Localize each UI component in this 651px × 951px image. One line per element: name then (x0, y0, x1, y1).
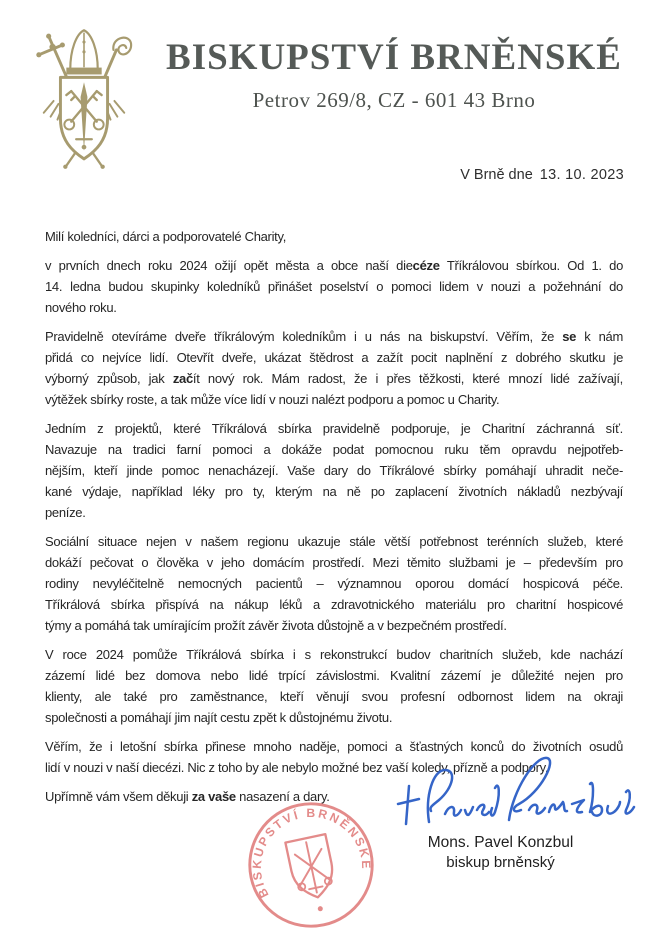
paragraph-line: V roce 2024 pomůže Tříkrálová sbírka i s rekonstrukcí budov charitních služeb, kde nachází (45, 647, 623, 662)
paragraph-line: kané výdaje, například léky pro ty, kterým na ně po zaplacení životních nákladů nezbývají (45, 484, 623, 499)
date-prefix: V Brně dne (460, 167, 533, 183)
paragraph-line: týmy a pomáhá tak umírajícím prožít závěr života důstojně a v bezpečném prostředí. (45, 618, 507, 633)
paragraph-line: peníze. (45, 505, 86, 520)
paragraph (45, 531, 623, 636)
bishopric-coat-of-arms-logo (30, 26, 138, 172)
stamp-text: BISKUPSTVÍ BRNĚNSKÉ (249, 806, 374, 901)
paragraph-line: výborný způsob, jak začít nový rok. Mám radost, že i přes těžkosti, které mnozí lidé zažívají, (45, 371, 623, 386)
letter-body (45, 226, 623, 815)
signer-block (398, 833, 603, 873)
official-round-stamp (230, 784, 391, 945)
paragraph-line: Upřímně vám všem děkuji za vaše nasazení a dary. (45, 789, 330, 804)
date-value: 13. 10. 2023 (539, 167, 624, 183)
signer-title: biskup brněnský (446, 854, 555, 871)
date-line (460, 167, 624, 183)
stamp-icon (230, 784, 391, 945)
paragraph-line: nějším, kteří jinde pomoc nenacházejí. Vaše dary do Tříkrálové sbírky pomáhají uhradit neče- (45, 463, 623, 478)
letterhead (148, 38, 640, 113)
paragraph-line: rodiny nevyléčitelně nemocných pacientů – významnou oporou domácí hospicová péče. (45, 576, 623, 591)
signer-name: Mons. Pavel Konzbul (427, 834, 574, 851)
paragraph-line: Sociální situace nejen v našem regionu ukazuje stále větší potřebnost terénních služeb, které (45, 534, 623, 549)
paragraph (45, 644, 623, 728)
handwritten-signature (393, 750, 643, 845)
paragraph-line: společnosti a pomáhají jim najít cestu zpět k důstojnému životu. (45, 710, 393, 725)
paragraph (45, 418, 623, 523)
paragraph-line: Tříkrálová sbírka přispívá na nákup léků a zdravotnického materiálu pro charitní hospicové (45, 597, 623, 612)
paragraph-line: nového roku. (45, 300, 117, 315)
signature-ink-icon (393, 750, 643, 845)
letterhead-address: Petrov 269/8, CZ - 601 43 Brno (252, 87, 536, 112)
paragraph-line: Věřím, že i letošní sbírka přinese mnoho naděje, pomoci a šťastných konců do životních osudů (45, 739, 623, 754)
paragraph-line: dokáží pečovat o člověka v jeho domácím prostředí. Mezi těmito službami je – především pro (45, 555, 623, 570)
paragraph-line: zázemí lidé bez domova nebo lidé trpící závislostmi. Kvalitní zázemí je důležité nejen pro (45, 668, 623, 683)
letterhead-title: BISKUPSTVÍ BRNĚNSKÉ (166, 37, 622, 78)
paragraph-line: Jedním z projektů, které Tříkrálová sbírka pravidelně podporuje, je Charitní záchranná síť. (45, 421, 623, 436)
coat-of-arms-icon (30, 26, 138, 172)
paragraph-line: lidí v nouzi v naší diecézi. Nic z toho by ale nebylo možné bez vaší koledy, přízně a podpory. (45, 760, 549, 775)
paragraph (45, 226, 623, 247)
paragraph-line: klienty, ale také pro zaměstnance, kteří věnují svou profesní odbornost lidem na okraji (45, 689, 623, 704)
paragraph-line: 14. ledna budou skupinky koledníků přinášet poselství o pomoci lidem v nouzi a požehnání do (45, 279, 623, 294)
paragraph-line: přidá co nejvíce lidí. Otevřít dveře, ukázat štědrost a zažít pocit naplnění z dobrého skutku je (45, 350, 623, 365)
paragraph (45, 326, 623, 410)
paragraph-line: výtěžek sbírky roste, a tak může více lidí v nouzi nalézt podporu a pomoc u Charity. (45, 392, 500, 407)
paragraph (45, 255, 623, 318)
paragraph-line: Navazuje na tradici farní pomoci a dokáže podat pomocnou ruku těm opravdu nejpotřeb- (45, 442, 623, 457)
paragraph-line: Milí koledníci, dárci a podporovatelé Charity, (45, 229, 287, 244)
paragraph-line: v prvních dnech roku 2024 ožijí opět města a obce naší diecéze Tříkrálovou sbírkou. Od 1. do (45, 258, 623, 273)
paragraph-line: Pravidelně otevíráme dveře tříkrálovým koledníkům i u nás na biskupství. Věřím, že se k nám (45, 329, 623, 344)
